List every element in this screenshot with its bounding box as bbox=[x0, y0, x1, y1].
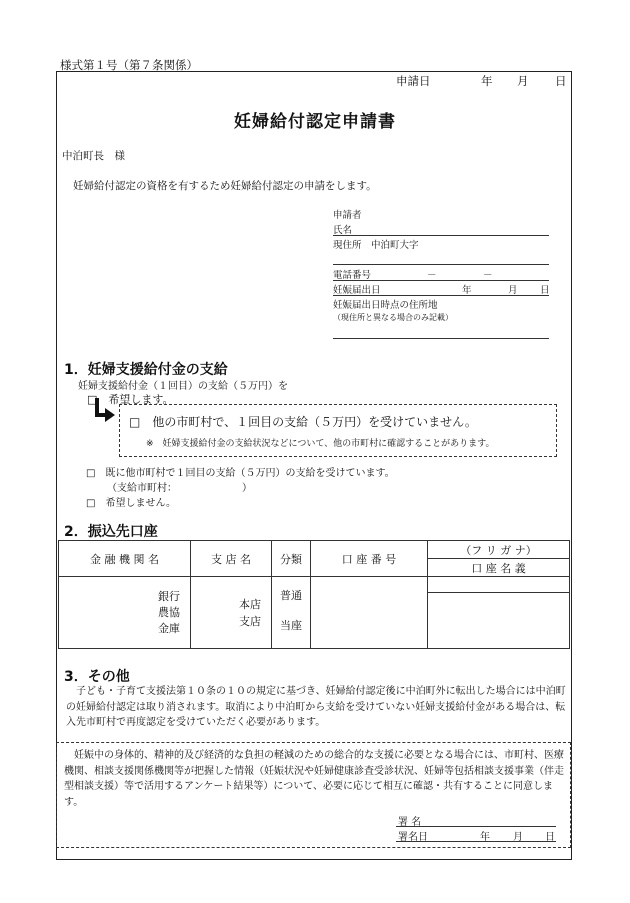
paying-municipality-field[interactable]: （支給市町村： ） bbox=[107, 483, 252, 494]
addressee: 中泊町長 様 bbox=[62, 150, 125, 162]
account-type-savings: 普通 bbox=[280, 589, 302, 602]
pregnancy-date-year: 年 bbox=[462, 285, 472, 296]
account-holder-cell[interactable] bbox=[428, 593, 570, 649]
phone-separator-1: － bbox=[427, 270, 437, 281]
sign-date-label: 署名日 bbox=[398, 832, 428, 843]
other-municipality-box bbox=[119, 404, 557, 457]
application-date-label: 申請日 bbox=[396, 74, 431, 88]
applicant-address-label: 現住所 中泊町大字 bbox=[333, 240, 419, 251]
application-date-day: 日 bbox=[555, 74, 567, 88]
application-date-month: 月 bbox=[517, 74, 529, 88]
col-account-holder: 口 座 名 義 bbox=[428, 559, 570, 577]
signature-label: 署 名 bbox=[398, 817, 422, 828]
sign-date-year: 年 bbox=[480, 832, 490, 843]
account-type-checking: 当座 bbox=[280, 619, 302, 632]
section3-heading: 3．その他 bbox=[64, 669, 130, 685]
intro-text: 妊婦給付認定の資格を有するため妊婦給付認定の申請をします。 bbox=[73, 180, 377, 192]
checkbox-already-received[interactable]: □ 既に他市町村で１回目の支給（５万円）の支給を受けています。 bbox=[86, 468, 395, 479]
pregnancy-date-line[interactable] bbox=[333, 295, 549, 296]
phone-label: 電話番号 bbox=[333, 270, 372, 281]
sign-date-month: 月 bbox=[513, 832, 523, 843]
box-note: ※ 妊婦支援給付金の支給状況などについて、他の市町村に確認することがあります。 bbox=[146, 439, 495, 449]
section3-text: 子ども・子育て支援法第１０条の１０の規定に基づき、妊婦給付認定後に中泊町外に転出した場合には中泊町の妊婦給付認定は取り消されます。取消により中泊町から支給を受けていない妊婦支援給付金がある場合は、転入先市町村で再度認定を受けていただく必要があります。 bbox=[66, 686, 566, 728]
section1-lead: 妊婦支援給付金（１回目）の支給（５万円）を bbox=[78, 381, 288, 392]
address-field-line[interactable] bbox=[333, 264, 549, 265]
col-furigana: （フ リ ガ ナ） bbox=[428, 541, 570, 559]
col-account-type: 分類 bbox=[272, 541, 311, 577]
arrow-icon bbox=[90, 398, 118, 428]
pregnancy-date-month: 月 bbox=[508, 285, 518, 296]
application-date-year: 年 bbox=[481, 74, 493, 88]
checkbox-not-received[interactable]: □ 他の市町村で、１回目の支給（５万円）を受けていません。 bbox=[129, 415, 477, 429]
applicant-name-label: 氏名 bbox=[333, 225, 353, 236]
prev-address-note: （現住所と異なる場合のみ記載） bbox=[333, 313, 453, 322]
name-field-line[interactable] bbox=[333, 235, 549, 236]
document-title: 妊婦給付認定申請書 bbox=[234, 112, 396, 132]
bank-name-cell[interactable] bbox=[59, 577, 191, 649]
col-bank-name: 金 融 機 関 名 bbox=[59, 541, 191, 577]
section1-heading: 1．妊婦支援給付金の支給 bbox=[64, 362, 228, 378]
phone-field-line[interactable] bbox=[333, 280, 549, 281]
col-branch-name: 支 店 名 bbox=[191, 541, 272, 577]
phone-separator-2: － bbox=[483, 270, 493, 281]
branch-type-main: 本店 bbox=[239, 597, 261, 611]
form-number: 様式第１号（第７条関係） bbox=[60, 58, 198, 72]
pregnancy-date-day: 日 bbox=[540, 285, 550, 296]
signature-line[interactable] bbox=[396, 826, 556, 827]
prev-address-line[interactable] bbox=[333, 338, 549, 339]
col-account-number: 口 座 番 号 bbox=[311, 541, 428, 577]
bank-type-shinkin: 金庫 bbox=[158, 621, 180, 635]
prev-address-label: 妊娠届出日時点の住所地 bbox=[333, 300, 438, 311]
bank-account-table bbox=[58, 540, 570, 649]
account-type-cell[interactable] bbox=[272, 577, 311, 649]
sign-date-day: 日 bbox=[545, 832, 555, 843]
account-number-cell[interactable] bbox=[311, 577, 428, 649]
section2-heading: 2．振込先口座 bbox=[64, 524, 158, 540]
applicant-heading: 申請者 bbox=[333, 210, 362, 221]
checkbox-hope[interactable]: □ 希望します。 bbox=[87, 393, 174, 406]
furigana-cell[interactable] bbox=[428, 577, 570, 593]
checkbox-not-hope[interactable]: □ 希望しません。 bbox=[86, 498, 177, 509]
branch-type-branch: 支店 bbox=[239, 614, 261, 628]
branch-name-cell[interactable] bbox=[191, 577, 272, 649]
sign-date-line[interactable] bbox=[396, 841, 556, 842]
consent-text: 妊娠中の身体的、精神的及び経済的な負担の軽減のための総合的な支援に必要となる場合には、市町村、医療機関、相談支援関係機関等が把握した情報（妊娠状況や妊婦健康診査受診状況、妊婦等包括相談支援事業（伴走型相談支援）等で活用するアンケート結果等）について、必要に応じて相互に確認・共有することに同意します。 bbox=[64, 750, 564, 808]
pregnancy-date-label: 妊娠届出日 bbox=[333, 285, 381, 296]
bank-type-bank: 銀行 bbox=[158, 589, 180, 603]
bank-type-agri: 農協 bbox=[158, 605, 180, 619]
